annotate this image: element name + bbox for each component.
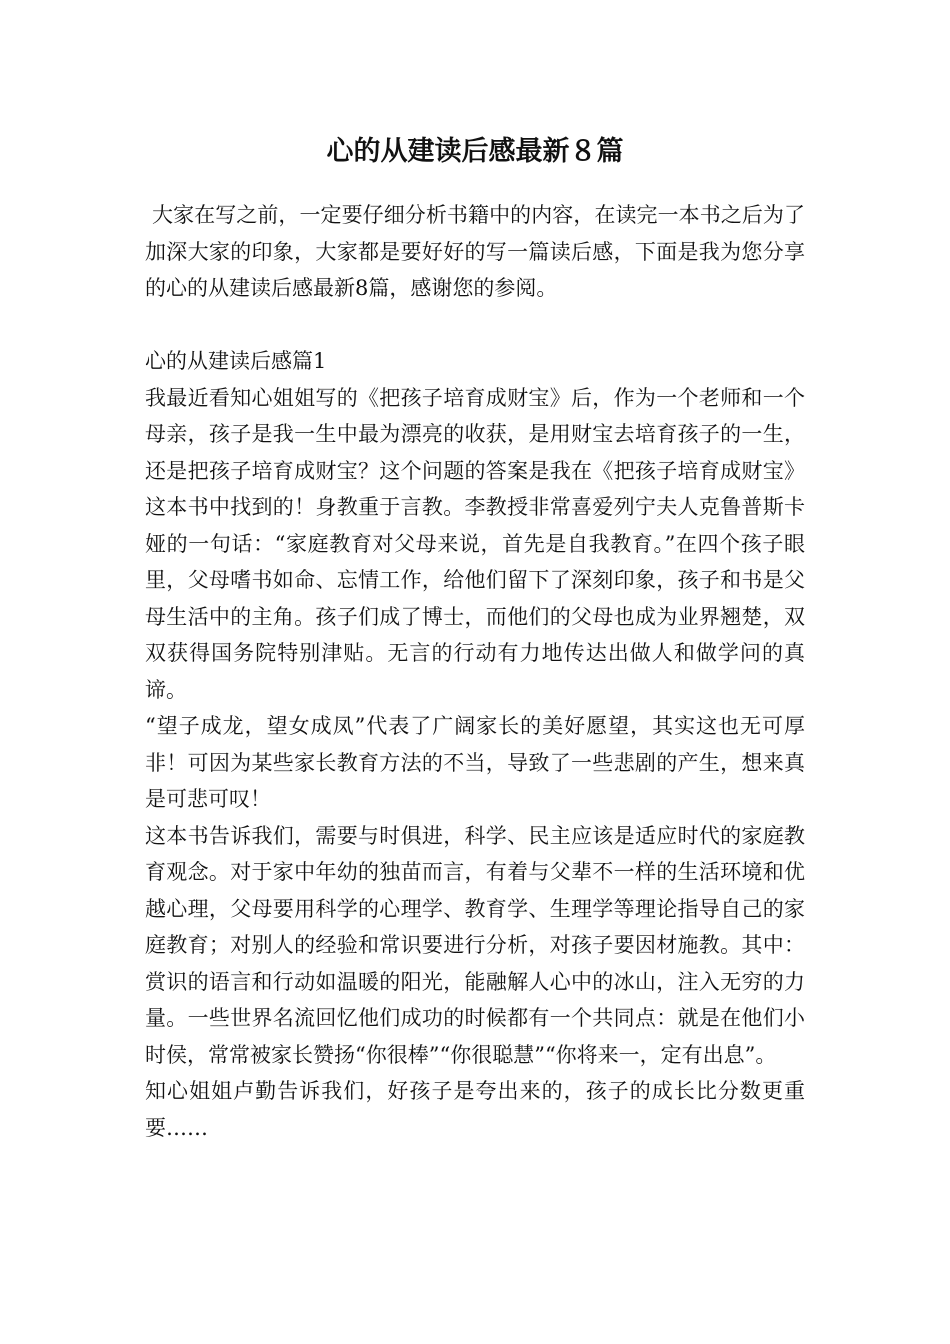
body-paragraph-3: 这本书告诉我们，需要与时俱进，科学、民主应该是适应时代的家庭教育观念。对于家中年幼的独苗而言，有着与父辈不一样的生活环境和优越心理，父母要用科学的心理学、教育学、生理学等理论指导自己的家庭教育；对别人的经验和常识要进行分析，对孩子要因材施教。其中：赏识的语言和行动如温暖的阳光，能融解人心中的冰山，注入无穷的力量。一些世界名流回忆他们成功的时候都有一个共同点：就是在他们小时侯，常常被家长赞扬“你很棒”“你很聪慧”“你将来一，定有出息”。 (145, 823, 805, 1067)
document-title: 心的从建读后感最新８篇 (326, 136, 624, 167)
paragraph-spacer (145, 307, 805, 344)
body-paragraph-2: “望子成龙，望女成凤”代表了广阔家长的美好愿望，其实这也无可厚非！可因为某些家长教育方法的不当，导致了一些悲剧的产生，想来真是可悲可叹！ (145, 714, 805, 811)
section-heading: 心的从建读后感篇1 (145, 349, 327, 373)
body-paragraph-1: 我最近看知心姐姐写的《把孩子培育成财宝》后，作为一个老师和一个母亲，孩子是我一生中最为漂亮的收获，是用财宝去培育孩子的一生，还是把孩子培育成财宝？这个问题的答案是我在《把孩子培育成财宝》这本书中找到的！身教重于言教。李教授非常喜爱列宁夫人克鲁普斯卡娅的一句话：“家庭教育对父母来说，首先是自我教育。”在四个孩子眼里，父母嗜书如命、忘情工作，给他们留下了深刻印象，孩子和书是父母生活中的主角。孩子们成了博士，而他们的父母也成为业界翘楚，双双获得国务院特别津贴。无言的行动有力地传达出做人和做学问的真谛。 (145, 385, 805, 702)
body-paragraph-4: 知心姐姐卢勤告诉我们，好孩子是夸出来的，孩子的成长比分数更重要…… (145, 1079, 805, 1140)
intro-paragraph: 大家在写之前，一定要仔细分析书籍中的内容，在读完一本书之后为了加深大家的印象，大家都是要好好的写一篇读后感，下面是我为您分享的心的从建读后感最新8篇，感谢您的参阅。 (145, 203, 805, 300)
document-body (145, 197, 805, 1146)
